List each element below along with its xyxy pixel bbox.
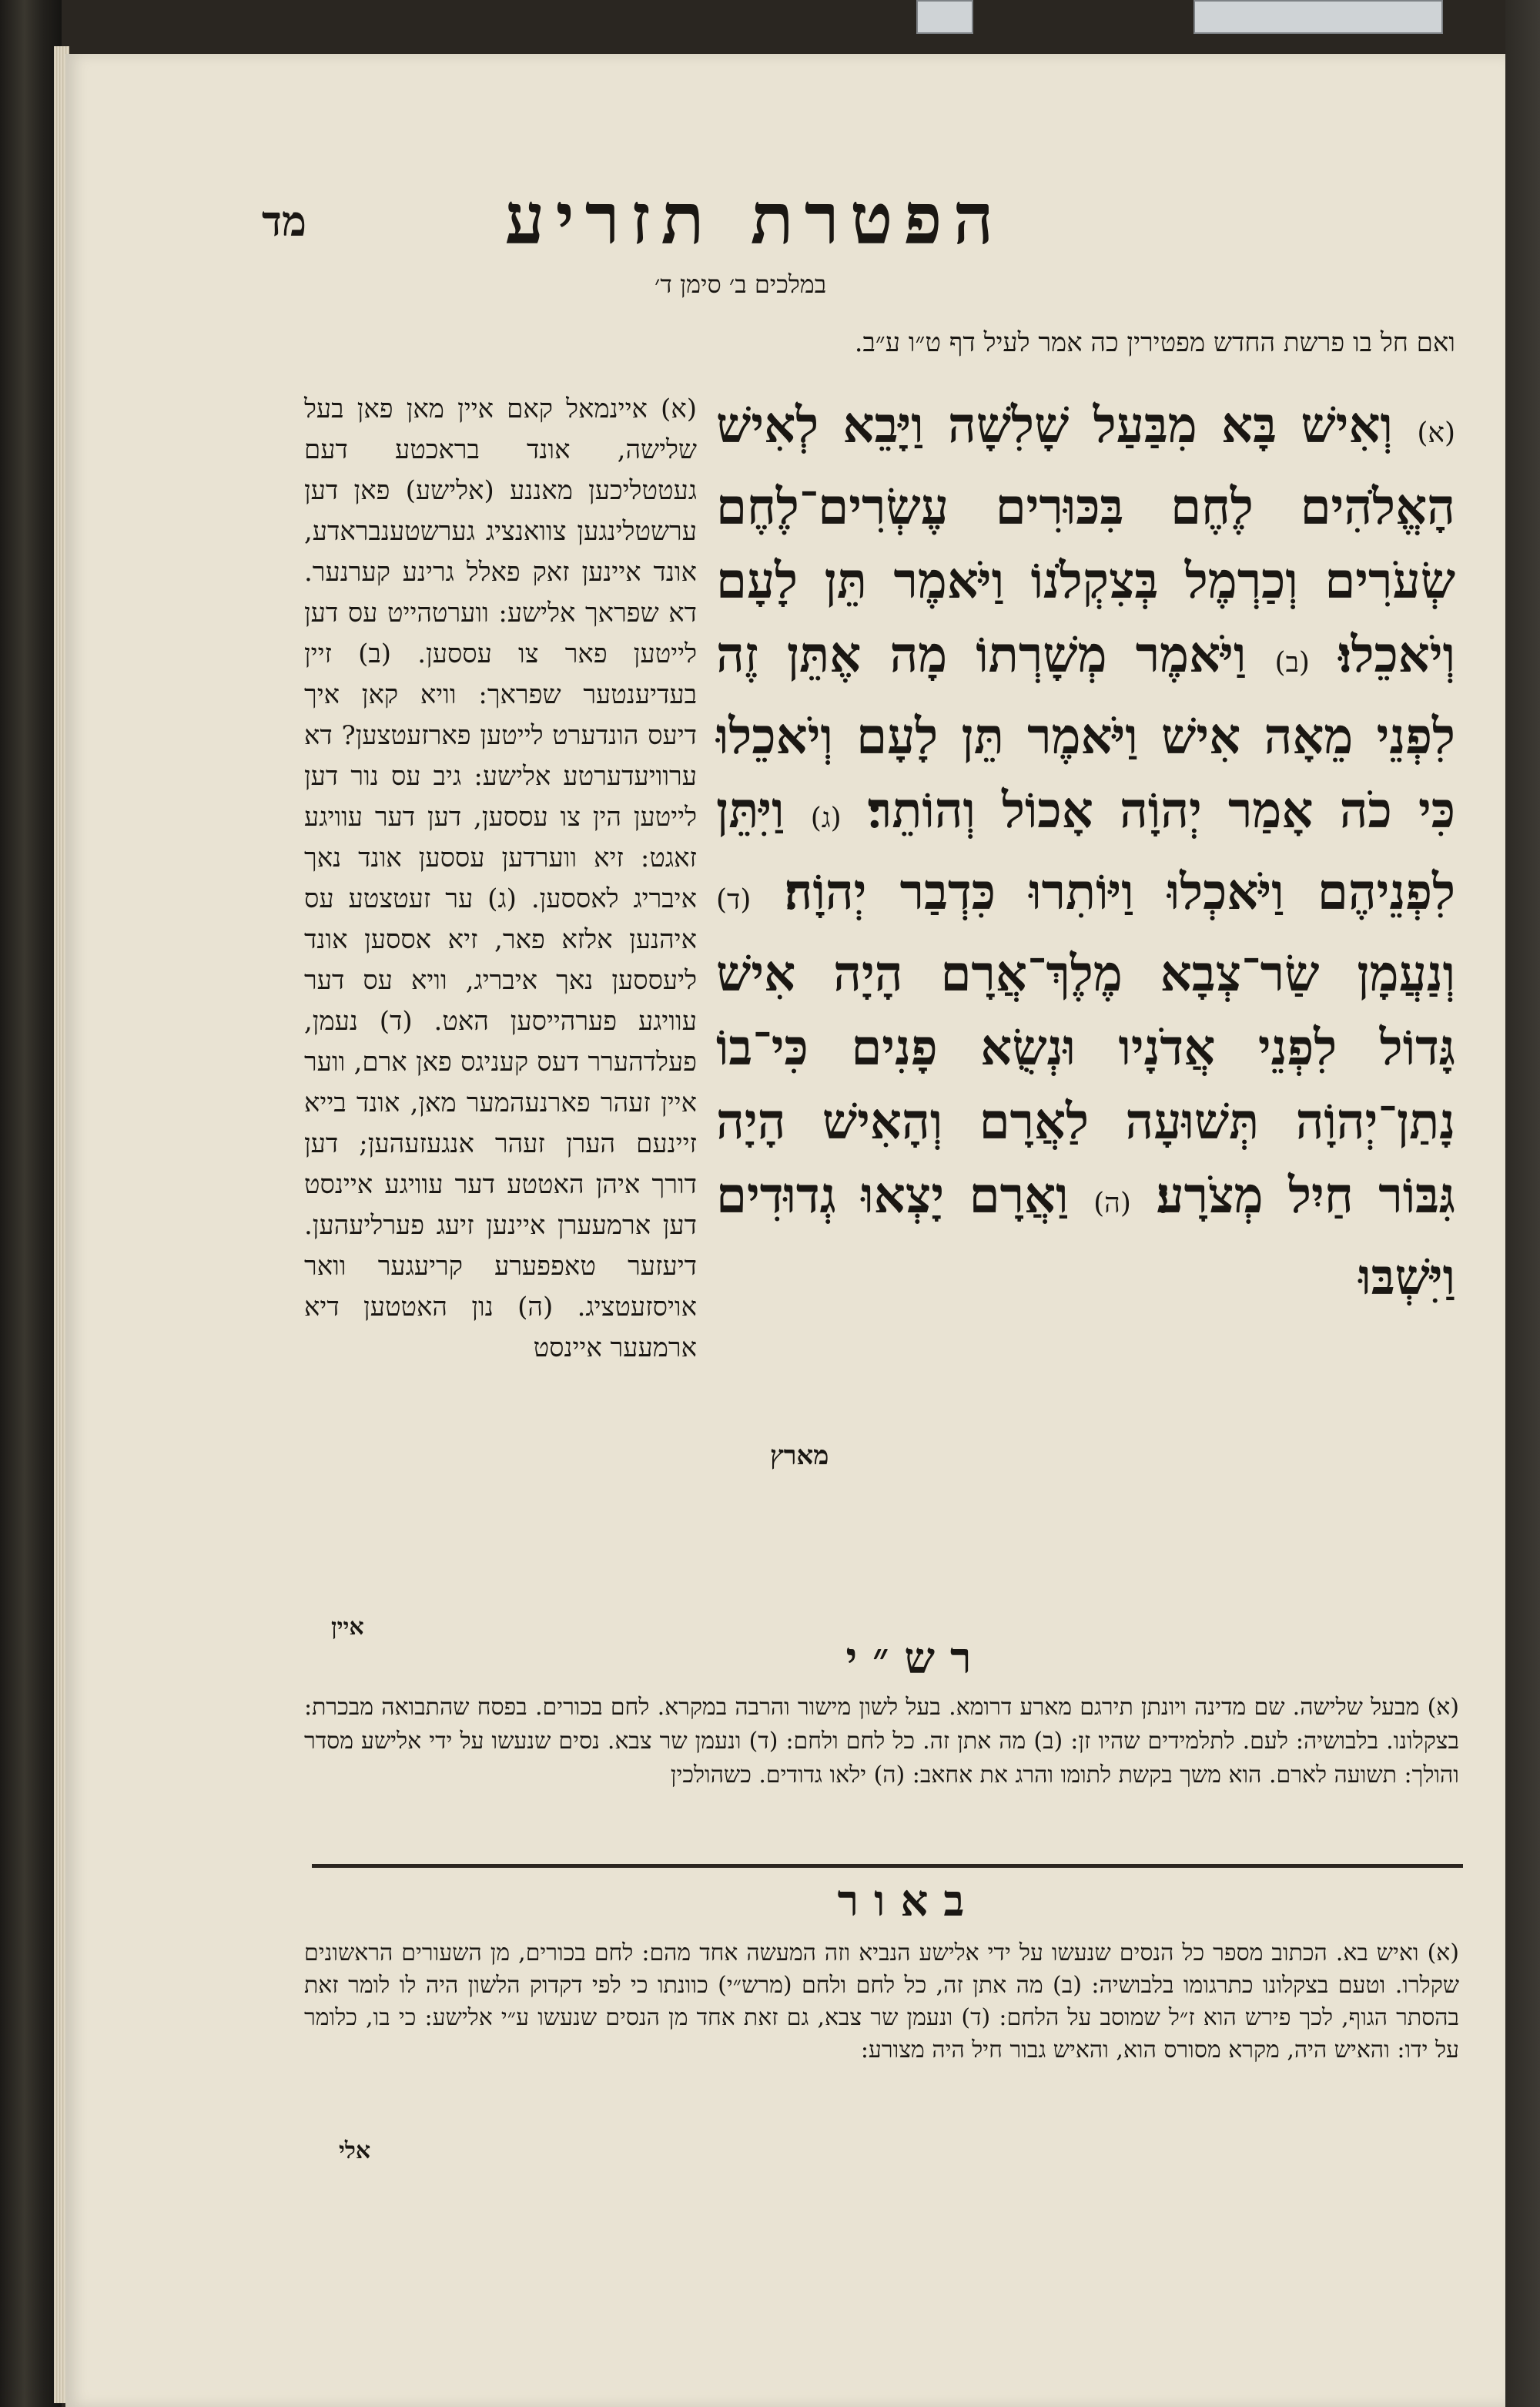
verse-text: וַיִּתֵּן לִפְנֵיהֶם וַיֹּאכְלוּ וַיּוֹתִרוּ כִּדְבַר יְהוָֹה׃ <box>716 782 1456 921</box>
section-divider <box>312 1864 1463 1868</box>
main-hebrew-text <box>716 389 1455 1315</box>
page-number: מד <box>262 196 306 246</box>
verse-text: וַאֲרָם יָצְאוּ גְדוּדִים וַיִּשְׁבּוּ <box>716 1167 1455 1306</box>
verse-number: (א) <box>1417 417 1456 449</box>
beur-commentary: (א) ואיש בא. הכתוב מספר כל הנסים שנעשו על ידי אלישע הנביא וזה המעשה אחד מהם: לחם בכורים, מן השעורים הראשונים שקלרו. וטעם בצקלונו כתרגומו בלבושיה: (ב) מה אתן זה, כל לחם ולחם (מרש״י) כוונתו כי לפי דקדוק הלשון היה לו לומר זאת בהסתר הגוף, לכך פירש הוא ז״ל שמוסב על הלחם: (ד) ונעמן שר צבא, גם זאת אחד מן הנסים שנעשו ע״י אלישע: כי בו, כלומר על ידו: והאיש היה, מקרא מסורס הוא, והאיש גבור חיל היה מצורע: <box>304 1939 1459 2063</box>
translation-catchword: איין <box>331 1614 364 1641</box>
rashi-heading: רש״י <box>845 1633 987 1684</box>
header-note: ואם חל בו פרשת החדש מפטירין כה אמר לעיל דף ט״ו ע״ב. <box>854 327 1455 358</box>
verse-number: (ד) <box>716 884 752 916</box>
scanner-clip-right <box>1194 0 1443 34</box>
verse-text: וַיֹּאמֶר מְשָׁרְתוֹ מָה אֶתֵּן זֶה לִפְנֵי מֵאָה אִישׁ וַיֹּאמֶר תֵּן לָעָם וְיֹאכֵלוּ כִּי כֹה אָמַר יְהוָֹה אָכוֹל וְהוֹתֵר׃ <box>716 626 1456 840</box>
main-catchword: מארץ <box>770 1440 829 1471</box>
beur-catchword: אלי <box>339 2137 371 2164</box>
chapter-reference: במלכים ב׳ סימן ד׳ <box>654 270 827 299</box>
translation-column: (א) איינמאל קאם איין מאן פאן בעל שלישה, אונד בראכטע דעם געטטליכען מאננע (אלישע) פאן דען ערשטלינגען צוואנציג גערשטענבראדע, אונד איינען זאק פאלל גרינע קערנער. דא שפראך אלישע: ווערטהייט עס דען לייטען פאר צו עססען. (ב) זיין בעדיענטער שפראך: וויא קאן איך דיעס הונדערט לייטען פארזעטצען? דא ערוויעדערטע אלישע: גיב עס נור דען לייטען הין צו עססען, דען דער עוויגע זאגט: זיא ווערדען עססען אונד נאך איבריג לאססען. (ג) ער זעטצטע עס איהנען אלזא פאר, זיא אססען אונד ליעססען נאך איבריג, וויא עס דער עוויגע פערהייסען האט. (ד) נעמן, פעלדהערר דעס קעניגס פאן ארם, ווער איין זעהר פארנעהמער מאן, אונד בייא זיינעם הערן זעהר אנגעזעהען; דען דורך איהן האטטע דער עוויגע איינסט דען ארמעערן איינען זיעג פערליעהען. דיעזער טאפפערע קריעגער וואר אויסזעטציג. (ה) נון האטטען דיא ארמעער איינסט <box>304 394 697 1363</box>
rashi-commentary: (א) מבעל שלישה. שם מדינה ויונתן תירגם מארע דרומא. בעל לשון מישור והרבה במקרא. לחם בכורים. בפסח שהתבואה מבכרת: בצקלונו. בלבושיה: לעם. לתלמידים שהיו זן: (ב) מה אתן זה. כל לחם ולחם: (ד) ונעמן שר צבא. נסים שנעשו על ידי אלישע מסדר והולך: תשועה לארם. הוא משך בקשת לתומו והרג את אחאב: (ה) ילאו גדודים. כשהולכין <box>304 1694 1459 1788</box>
verse-number: (ב) <box>1274 647 1310 679</box>
page-title: הפטרת תזריע <box>504 177 1005 260</box>
beur-heading: באור <box>837 1876 980 1926</box>
scanner-clip-left <box>916 0 973 34</box>
verse-number: (ה) <box>1093 1188 1131 1219</box>
background-right <box>1505 0 1540 2407</box>
book-binding <box>0 0 62 2407</box>
verse-text: וְנַעֲמָן שַׂר־צְבָא מֶלֶךְ־אֲרָם הָיָה אִישׁ גָּדוֹל לִפְנֵי אֲדֹנָיו וּנְשֻׂא פָנִים כִּי־בוֹ נָתַן־יְהוָֹה תְּשׁוּעָה לַאֲרָם וְהָאִישׁ הָיָה גִּבּוֹר חַיִל מְצֹרָע׃ <box>716 945 1456 1225</box>
verse-text: וְאִישׁ בָּא מִבַּעַל שָׁלִשָׁה וַיָּבֵא לְאִישׁ הָאֱלֹהִים לֶחֶם בִּכּוּרִים עֶשְׂרִים־לֶחֶם שְׂעֹרִים וְכַרְמֶל בְּצִקְלֹנוֹ וַיֹּאמֶר תֵּן לָעָם וְיֹאכֵלוּ׃ <box>716 397 1456 684</box>
verse-number: (ג) <box>810 803 842 834</box>
